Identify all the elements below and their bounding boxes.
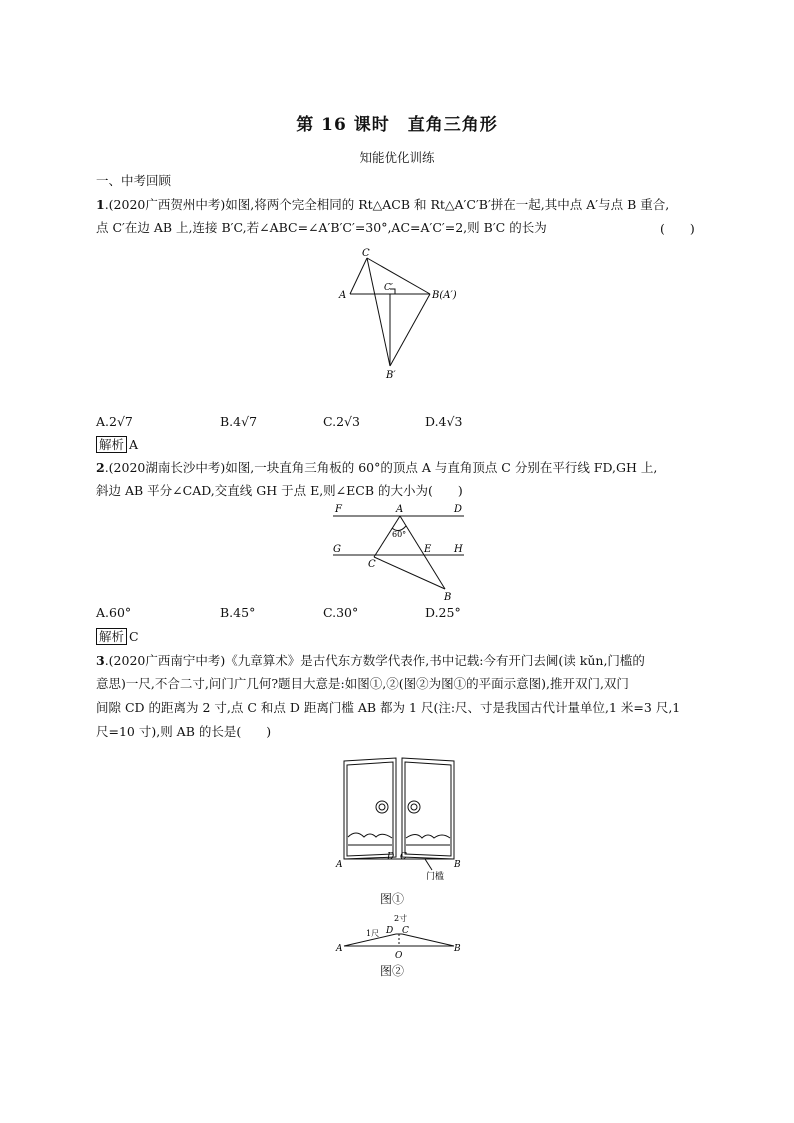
q2-label-A: A — [396, 504, 404, 515]
q2-analysis — [96, 628, 139, 645]
q1-label-B: B(A′) — [432, 290, 457, 301]
q3-fig2-caption: 图② — [380, 964, 405, 978]
q2-label-B: B — [444, 592, 452, 603]
q2-label-H: H — [454, 544, 463, 555]
q2-number: 2 — [96, 460, 105, 475]
q3-fig1-label-D: D — [387, 852, 395, 862]
q3-fig2-cun-label: 2寸 — [394, 914, 408, 923]
q2-text1: .(2020湖南长沙中考)如图,一块直角三角板的 60°的顶点 A 与直角顶点 C 分别在平行线 FD,GH 上, — [104, 460, 658, 475]
section-heading: 一、中考回顾 — [96, 173, 172, 188]
q2-analysis-label: 解析 — [96, 628, 127, 645]
q1-analysis-label: 解析 — [96, 436, 127, 453]
q1-label-A: A — [339, 290, 347, 301]
q1-option-d: D.4√3 — [425, 414, 463, 429]
q2-label-F: F — [335, 504, 342, 515]
q1-label-Cprime: C′ — [384, 283, 393, 293]
q2-option-c: C.30° — [323, 605, 359, 620]
q1-line2: 点 C′在边 AB 上,连接 B′C,若∠ABC=∠A′B′C′=30°,AC=A′C′=2,则 B′C 的长为 — [96, 220, 547, 235]
q3-door-figure — [330, 755, 470, 895]
q3-text1: .(2020广西南宁中考)《九章算术》是古代东方数学代表作,书中记载:今有开门去阃(读 kǔn,门槛的 — [104, 653, 645, 668]
q3-fig2-label-C: C — [402, 926, 409, 936]
q3-fig1-label-C: C — [400, 852, 407, 862]
q2-option-a: A.60° — [96, 605, 132, 620]
q1-label-C: C — [362, 248, 370, 259]
q3-fig1-sill-label: 门槛 — [426, 872, 445, 882]
q1-text1: .(2020广西贺州中考)如图,将两个完全相同的 Rt△ACB 和 Rt△A′C′B′拼在一起,其中点 A′与点 B 重合, — [104, 197, 670, 212]
q3-fig2-chi-label: 1尺 — [366, 929, 380, 938]
q1-option-b: B.4√7 — [220, 414, 258, 429]
q1-answer: A — [129, 437, 139, 452]
q1-option-c: C.2√3 — [323, 414, 360, 429]
q1-analysis — [96, 436, 138, 453]
q2-label-C: C — [368, 559, 376, 570]
q1-answer-paren: ( ) — [660, 221, 695, 236]
q1-option-a: A.2√7 — [96, 414, 133, 429]
q2-answer: C — [129, 629, 139, 644]
q3-fig2-label-O: O — [395, 951, 403, 960]
q3-line3: 间隙 CD 的距离为 2 寸,点 C 和点 D 距离门槛 AB 都为 1 尺(注:尺、寸是我国古代计量单位,1 米=3 尺,1 — [96, 700, 681, 715]
q3-fig1-label-B: B — [454, 860, 461, 870]
q2-line2: 斜边 AB 平分∠CAD,交直线 GH 于点 E,则∠ECB 的大小为( ) — [96, 483, 463, 498]
q2-option-b: B.45° — [220, 605, 256, 620]
q3-fig2-label-D: D — [386, 926, 394, 936]
q3-fig2-label-B: B — [454, 944, 461, 954]
q2-label-D: D — [454, 504, 463, 515]
q2-option-d: D.25° — [425, 605, 461, 620]
q3-line1 — [96, 652, 645, 670]
q3-schematic-figure — [330, 908, 470, 960]
q1-line1 — [96, 196, 669, 214]
q2-label-E: E — [424, 544, 432, 555]
q3-number: 3 — [96, 653, 105, 668]
q3-line2: 意思)一尺,不合二寸,问门广几何?题目大意是:如图①,②(图②为图①的平面示意图),推开双门,双门 — [96, 676, 629, 691]
q3-fig1-label-A: A — [336, 860, 343, 870]
q2-line1 — [96, 459, 657, 477]
q3-fig2-label-A: A — [336, 944, 343, 954]
q2-label-angle: 60° — [392, 530, 407, 539]
page-title: 第 16 课时 直角三角形 — [296, 115, 498, 135]
q3-fig1-caption: 图① — [380, 892, 405, 906]
q1-label-Bprime: B′ — [386, 370, 396, 380]
q2-figure — [328, 500, 468, 605]
q1-number: 1 — [96, 197, 105, 212]
q2-label-G: G — [333, 544, 341, 555]
page-subtitle: 知能优化训练 — [359, 150, 435, 165]
q3-line4: 尺=10 寸),则 AB 的长是( ) — [96, 724, 272, 739]
q1-figure — [330, 245, 460, 380]
